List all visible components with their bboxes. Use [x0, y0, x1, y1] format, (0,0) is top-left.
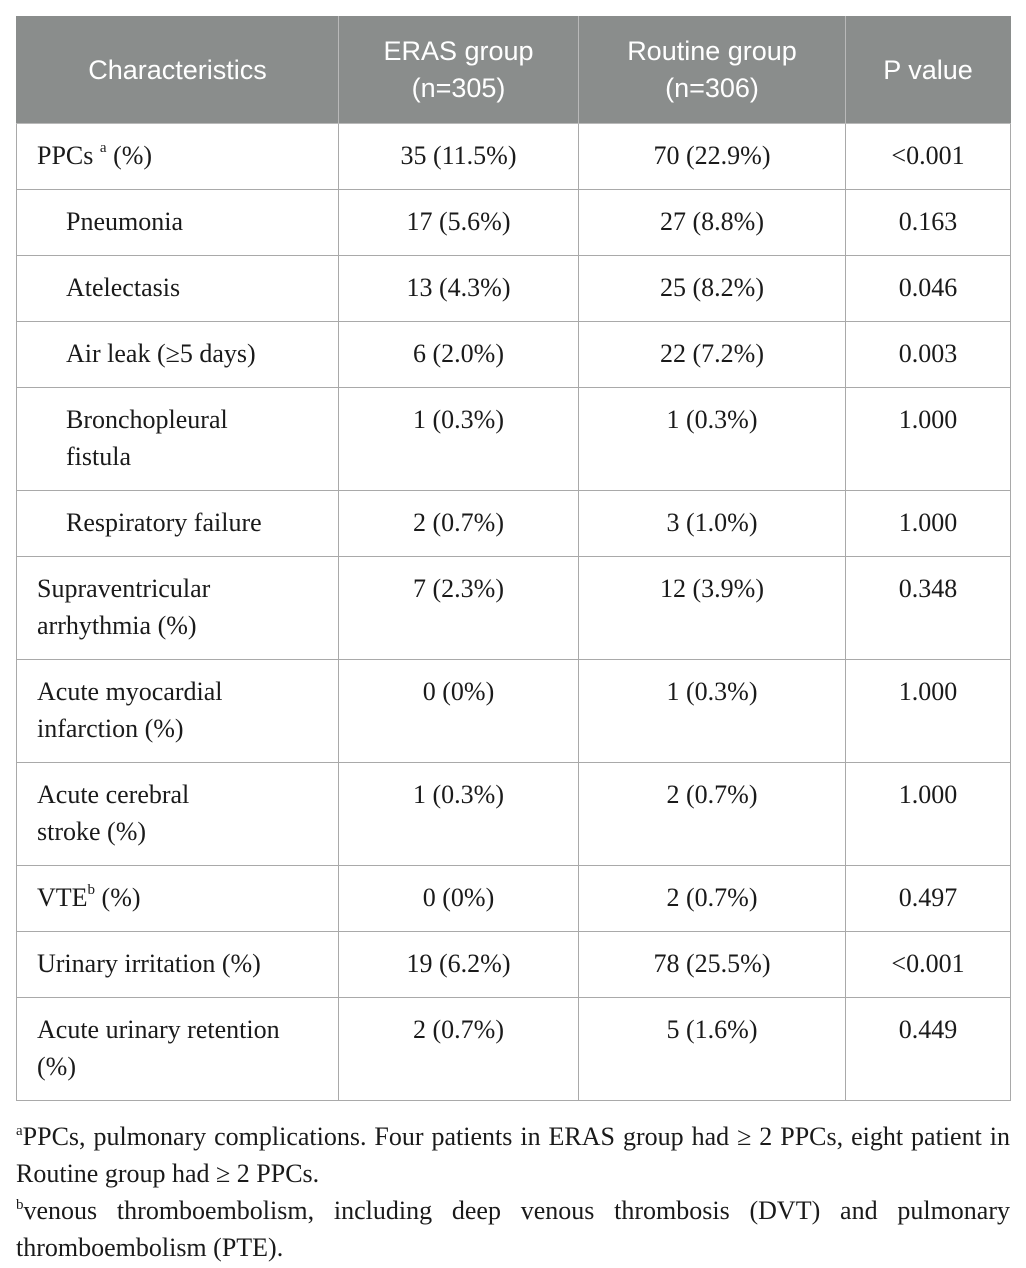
row-label: Pneumonia	[17, 190, 339, 256]
cell-routine: 5 (1.6%)	[579, 998, 846, 1101]
cell-eras: 17 (5.6%)	[339, 190, 579, 256]
cell-eras: 1 (0.3%)	[339, 763, 579, 866]
row-label: PPCs $^a$ (%)	[17, 124, 339, 190]
footnote-b: $^b$venous thromboembolism, including deep venous thrombosis (DVT) and pulmonary thromboembolism (PTE).	[16, 1196, 1010, 1262]
row-label: Acute urinary retention (%)	[17, 998, 339, 1101]
cell-p-value: 0.163	[846, 190, 1011, 256]
footnote-marker: a	[99, 140, 107, 157]
row-label: VTE$^b$ (%)	[17, 866, 339, 932]
header-routine-group: Routine group (n=306)	[579, 17, 846, 124]
cell-eras: 2 (0.7%)	[339, 491, 579, 557]
cell-p-value: 1.000	[846, 660, 1011, 763]
row-label: Supraventricular arrhythmia (%)	[17, 557, 339, 660]
cell-routine: 27 (8.8%)	[579, 190, 846, 256]
cell-eras: 2 (0.7%)	[339, 998, 579, 1101]
table-row	[17, 388, 1011, 491]
row-label: Acute myocardial infarction (%)	[17, 660, 339, 763]
table-row	[17, 998, 1011, 1101]
cell-eras: 6 (2.0%)	[339, 322, 579, 388]
table-row	[17, 491, 1011, 557]
cell-routine: 70 (22.9%)	[579, 124, 846, 190]
cell-p-value: 0.497	[846, 866, 1011, 932]
cell-p-value: <0.001	[846, 932, 1011, 998]
row-label: Respiratory failure	[17, 491, 339, 557]
cell-eras: 19 (6.2%)	[339, 932, 579, 998]
cell-routine: 1 (0.3%)	[579, 388, 846, 491]
table-row	[17, 557, 1011, 660]
header-eras-group: ERAS group (n=305)	[339, 17, 579, 124]
cell-eras: 1 (0.3%)	[339, 388, 579, 491]
cell-routine: 3 (1.0%)	[579, 491, 846, 557]
complications-table-container	[16, 16, 1010, 1101]
footnote-marker: a	[16, 1123, 23, 1140]
table-row	[17, 866, 1011, 932]
cell-eras: 0 (0%)	[339, 866, 579, 932]
footnote-a: $^a$PPCs, pulmonary complications. Four patients in ERAS group had ≥ 2 PPCs, eight patient in Routine group had ≥ 2 PPCs.	[16, 1122, 1010, 1188]
footnote-marker: b	[87, 882, 96, 899]
cell-p-value: 1.000	[846, 388, 1011, 491]
cell-eras: 0 (0%)	[339, 660, 579, 763]
row-label: Acute cerebral stroke (%)	[17, 763, 339, 866]
complications-table	[16, 16, 1011, 1101]
cell-p-value: 0.003	[846, 322, 1011, 388]
cell-p-value: 1.000	[846, 763, 1011, 866]
footnote-marker: b	[16, 1197, 24, 1214]
row-label: Air leak (≥5 days)	[17, 322, 339, 388]
cell-p-value: 0.449	[846, 998, 1011, 1101]
row-label: Atelectasis	[17, 256, 339, 322]
table-row	[17, 660, 1011, 763]
cell-p-value: 0.348	[846, 557, 1011, 660]
table-footnotes	[16, 1118, 1010, 1266]
cell-routine: 78 (25.5%)	[579, 932, 846, 998]
cell-routine: 1 (0.3%)	[579, 660, 846, 763]
cell-eras: 35 (11.5%)	[339, 124, 579, 190]
header-row	[17, 17, 1011, 124]
table-row	[17, 932, 1011, 998]
table-row	[17, 763, 1011, 866]
cell-p-value: <0.001	[846, 124, 1011, 190]
table-row	[17, 124, 1011, 190]
cell-eras: 7 (2.3%)	[339, 557, 579, 660]
cell-routine: 25 (8.2%)	[579, 256, 846, 322]
table-row	[17, 190, 1011, 256]
table-row	[17, 256, 1011, 322]
table-body	[17, 124, 1011, 1101]
cell-p-value: 1.000	[846, 491, 1011, 557]
row-label: Urinary irritation (%)	[17, 932, 339, 998]
table-header	[17, 17, 1011, 124]
header-characteristics: Characteristics	[17, 17, 339, 124]
cell-routine: 12 (3.9%)	[579, 557, 846, 660]
row-label: Bronchopleural fistula	[17, 388, 339, 491]
table-row	[17, 322, 1011, 388]
header-p-value: P value	[846, 17, 1011, 124]
cell-routine: 22 (7.2%)	[579, 322, 846, 388]
cell-p-value: 0.046	[846, 256, 1011, 322]
cell-eras: 13 (4.3%)	[339, 256, 579, 322]
cell-routine: 2 (0.7%)	[579, 763, 846, 866]
cell-routine: 2 (0.7%)	[579, 866, 846, 932]
